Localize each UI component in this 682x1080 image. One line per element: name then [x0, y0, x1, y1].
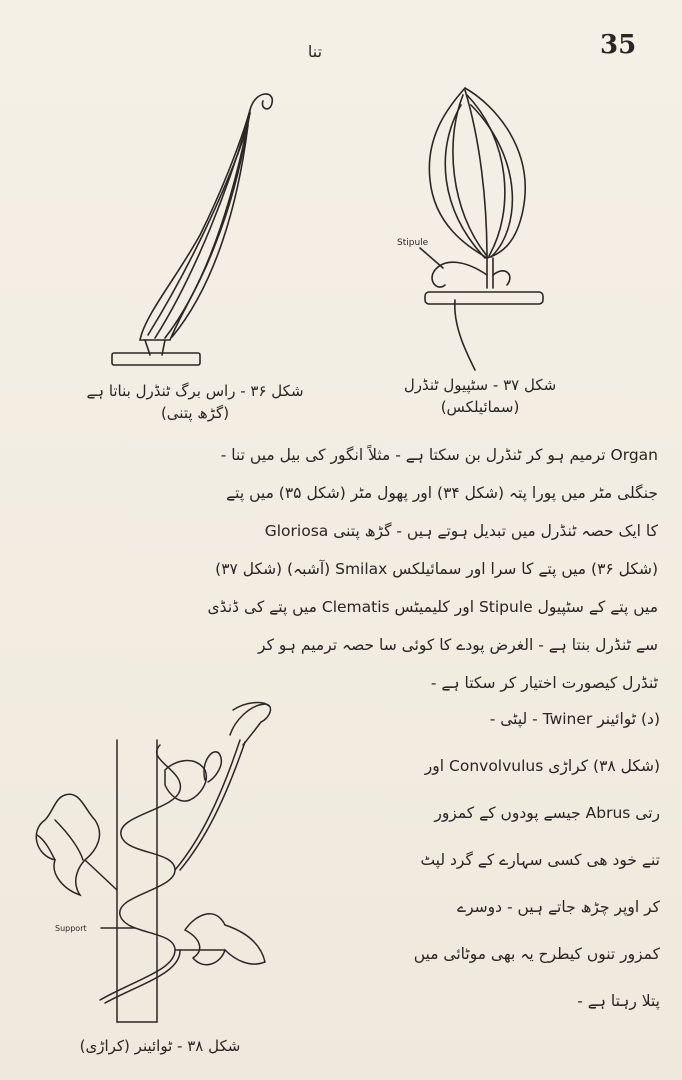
running-head: تنا	[307, 42, 323, 61]
figure-37-caption-title: شکل ۳۷ - سٹپیول ٹنڈرل	[403, 376, 557, 394]
figure-36-caption-subtitle: (گڑھ پتنی)	[160, 404, 230, 422]
text-line: Organ ترمیم ہو کر ٹنڈرل بن سکتا ہے - مثلاً انگور کی بیل میں تنا -	[220, 446, 658, 464]
figure-37-stipule-tendril	[395, 80, 565, 380]
text-line: کمزور تنوں کیطرح یہ بھی موٹائی میں	[413, 945, 660, 963]
figure-37-caption-subtitle: (سمائیلکس)	[440, 398, 520, 416]
text-line: رتی Abrus جیسے پودوں کے کمزور	[434, 804, 660, 822]
figure-38-twiner	[25, 700, 290, 1025]
figure-36-caption-title: شکل ۳۶ - راس برگ ٹنڈرل بناتا ہے	[86, 382, 304, 400]
text-line: جنگلی مٹر میں پورا پتہ (شکل ۳۴) اور پھول مٹر (شکل ۳۵) میں پتے	[226, 484, 658, 502]
body-paragraph-twiner	[300, 696, 660, 1025]
text-line: کا ایک حصہ ٹنڈرل میں تبدیل ہوتے ہیں - گڑھ پتنی Gloriosa	[264, 522, 658, 540]
page-number: 35	[600, 30, 637, 60]
body-paragraph-tendril	[22, 436, 658, 702]
text-line: کر اوپر چڑھ جاتے ہیں - دوسرے	[457, 898, 660, 916]
section-heading-twiner: (د) ٹوائینر Twiner - لپٹی -	[489, 710, 660, 728]
figure-36-caption	[70, 380, 320, 424]
text-line: (شکل ۳۶) میں پتے کا سرا اور سمائیلکس Smilax (آشبہ) (شکل ۳۷)	[215, 560, 658, 578]
support-label: Support	[55, 924, 87, 933]
figure-38-caption: شکل ۳۸ - ٹوائینر (کراڑی)	[79, 1037, 241, 1055]
text-line: پتلا رہتا ہے -	[577, 992, 660, 1010]
text-line: تنے خود ھی کسی سہارے کے گرد لپٹ	[420, 851, 660, 869]
text-line: (شکل ۳۸) کراڑی Convolvulus اور	[424, 757, 660, 775]
text-line: سے ٹنڈرل بنتا ہے - الغرض پودے کا کوئی سا حصہ ترمیم ہو کر	[258, 636, 658, 654]
stipule-label: Stipule	[397, 238, 429, 248]
text-line: میں پتے کے سٹپیول Stipule اور کلیمیٹس Clematis میں پتے کی ڈنڈی	[207, 598, 658, 616]
figure-37-caption	[380, 374, 580, 418]
text-line: ٹنڈرل کیصورت اختیار کر سکتا ہے -	[430, 674, 658, 692]
figure-36-leaf-tip-tendril	[100, 85, 300, 375]
